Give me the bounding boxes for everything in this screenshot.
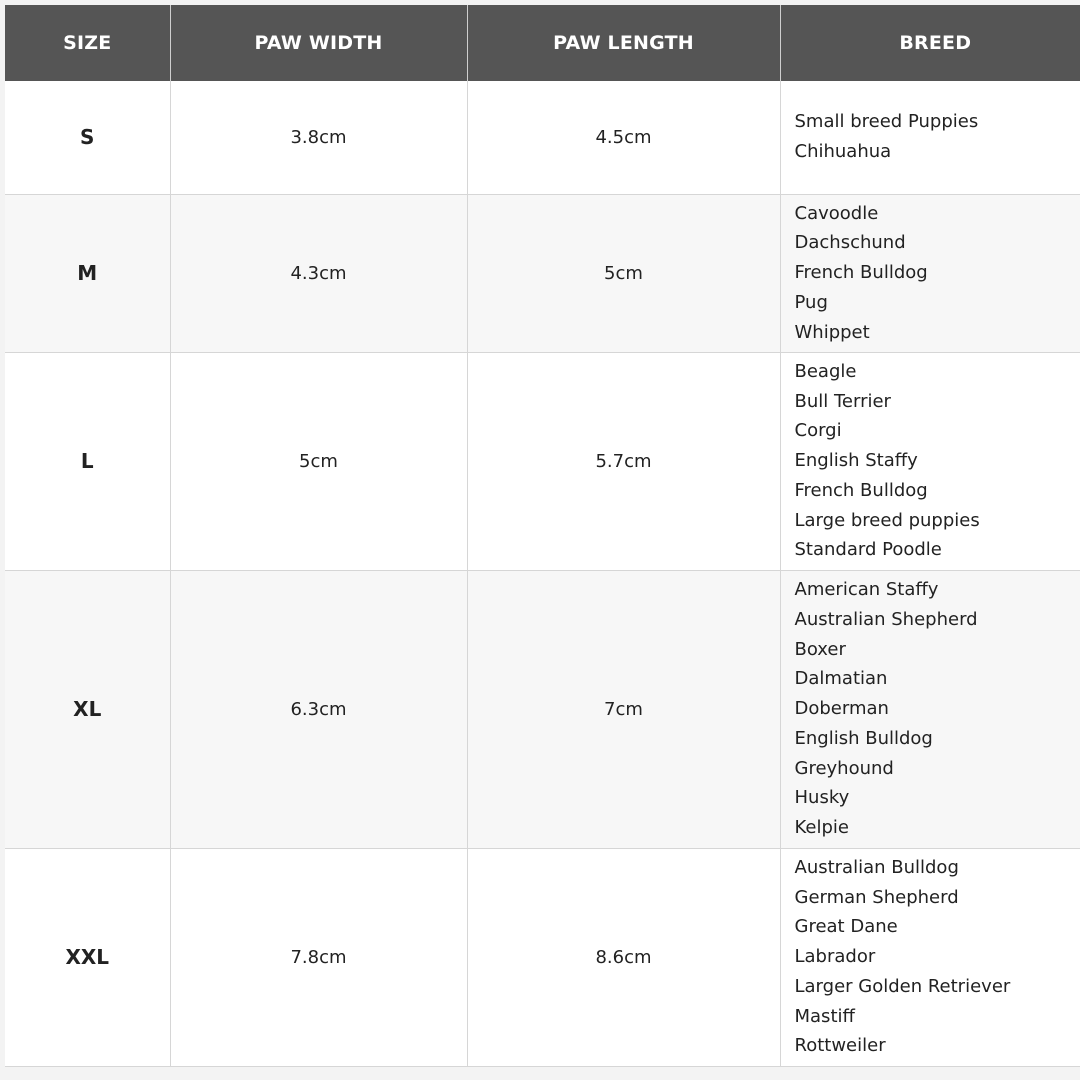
breed-list <box>795 357 1080 566</box>
breed-list <box>795 853 1080 1062</box>
size-cell: XL <box>5 570 170 848</box>
paw-length-cell: 5.7cm <box>467 352 780 570</box>
breed-cell <box>780 81 1080 194</box>
breed-item: English Bulldog <box>794 727 933 749</box>
size-cell: S <box>5 81 170 194</box>
breed-item: Mastiff <box>794 1005 855 1027</box>
breed-item: Pug <box>794 291 828 313</box>
breed-item: Boxer <box>794 638 846 660</box>
breed-item: Corgi <box>794 420 842 442</box>
breed-item: Large breed puppies <box>794 509 980 531</box>
breed-item: Australian Shepherd <box>794 608 978 630</box>
table-row <box>5 848 1080 1066</box>
breed-item: German Shepherd <box>794 886 959 908</box>
header-breed: BREED <box>780 5 1080 81</box>
breed-cell <box>780 570 1080 848</box>
paw-length-cell: 5cm <box>467 194 780 352</box>
size-cell: XXL <box>5 848 170 1066</box>
table-body <box>5 81 1080 1066</box>
breed-item: Rottweiler <box>794 1035 886 1057</box>
paw-length-cell: 7cm <box>467 570 780 848</box>
table-row <box>5 194 1080 352</box>
breed-item: Beagle <box>794 360 857 382</box>
header-paw-width: PAW WIDTH <box>170 5 467 81</box>
breed-item: Standard Poodle <box>794 539 942 561</box>
breed-item: Doberman <box>794 698 889 720</box>
breed-item: Chihuahua <box>794 141 892 163</box>
breed-cell <box>780 194 1080 352</box>
breed-list <box>795 575 1080 843</box>
breed-item: English Staffy <box>794 450 918 472</box>
breed-item: Dachschund <box>794 232 906 254</box>
breed-item: Australian Bulldog <box>794 856 959 878</box>
breed-list <box>795 199 1080 348</box>
breed-item: Kelpie <box>794 817 849 839</box>
breed-item: Labrador <box>794 946 876 968</box>
breed-cell <box>780 352 1080 570</box>
paw-length-cell: 4.5cm <box>467 81 780 194</box>
header-row <box>5 5 1080 81</box>
size-cell: L <box>5 352 170 570</box>
breed-list <box>795 107 1080 167</box>
breed-item: Greyhound <box>794 757 894 779</box>
header-size: SIZE <box>5 5 170 81</box>
table-row <box>5 81 1080 194</box>
table-header <box>5 5 1080 81</box>
breed-item: Dalmatian <box>794 668 888 690</box>
paw-width-cell: 5cm <box>170 352 467 570</box>
size-chart-table <box>5 5 1080 1067</box>
paw-width-cell: 3.8cm <box>170 81 467 194</box>
breed-cell <box>780 848 1080 1066</box>
breed-item: American Staffy <box>794 578 939 600</box>
header-paw-length: PAW LENGTH <box>467 5 780 81</box>
breed-item: French Bulldog <box>794 479 928 501</box>
breed-item: Husky <box>794 787 850 809</box>
size-cell: M <box>5 194 170 352</box>
breed-item: French Bulldog <box>794 262 928 284</box>
table-row <box>5 570 1080 848</box>
breed-item: Cavoodle <box>794 202 879 224</box>
breed-item: Small breed Puppies <box>794 111 979 133</box>
breed-item: Whippet <box>794 321 870 343</box>
paw-length-cell: 8.6cm <box>467 848 780 1066</box>
paw-width-cell: 7.8cm <box>170 848 467 1066</box>
breed-item: Bull Terrier <box>794 390 891 412</box>
breed-item: Great Dane <box>794 916 898 938</box>
paw-width-cell: 4.3cm <box>170 194 467 352</box>
paw-width-cell: 6.3cm <box>170 570 467 848</box>
breed-item: Larger Golden Retriever <box>794 975 1011 997</box>
table-row <box>5 352 1080 570</box>
